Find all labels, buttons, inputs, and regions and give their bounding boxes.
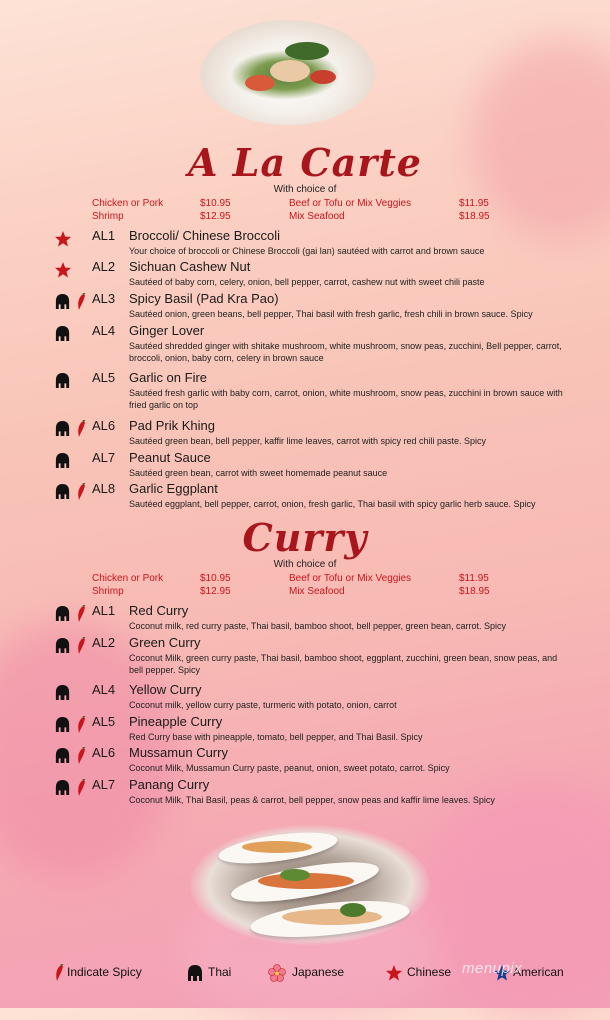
price-label: Shrimp [92,211,124,222]
item-name: Broccoli/ Chinese Broccoli [129,228,281,243]
price-label: Beef or Tofu or Mix Veggies [289,573,412,584]
item-description: Sautéed onion, green beans, bell pepper, Thai basil with fresh garlic, fresh chili in brown sauce. Spicy [129,309,533,319]
price-value: $10.95 [200,198,231,209]
food-photo-top [200,20,375,125]
thai-icon [54,483,71,500]
item-description: Your choice of broccoli or Chinese Broccoli (gai lan) sautéed with carrot and brown sauce [129,246,485,256]
legend-label: American [513,965,564,979]
item-code: AL5 [92,714,116,729]
food-photo-bottom [190,825,430,945]
chili-icon [54,964,64,982]
section-title-curry: Curry [242,515,368,560]
thai-icon [54,747,71,764]
item-name: Pineapple Curry [129,714,223,729]
item-description: Red Curry base with pineapple, tomato, bell pepper, and Thai Basil. Spicy [129,732,423,742]
item-description: Coconut Milk, green curry paste, Thai basil, bamboo shoot, eggplant, zucchini, green bean, snow peas, and bell pepper. Spicy [129,653,558,675]
chili-icon [76,716,86,734]
item-code: AL6 [92,745,116,760]
item-description: Coconut Milk, Thai Basil, peas & carrot, bell pepper, snow peas and kaffir lime leaves. Spicy [129,795,495,805]
thai-icon [54,372,71,389]
price-value: $18.95 [459,211,490,222]
item-icons [54,483,90,501]
item-description: Sautéed of baby corn, celery, onion, bell pepper, carrot, cashew nut with sweet chili paste [129,277,485,287]
thai-icon [54,779,71,796]
item-name: Sichuan Cashew Nut [129,259,251,274]
item-description: Sautéed eggplant, bell pepper, carrot, onion, fresh garlic, Thai basil with spicy garlic herb sauce. Spicy [129,499,536,509]
legend-spicy [54,964,164,982]
item-code: AL3 [92,291,116,306]
chili-icon [76,420,86,438]
japanese-flower-icon [268,964,286,982]
legend-label: Japanese [292,965,345,979]
thai-icon [54,452,71,469]
legend-thai [186,964,246,982]
item-name: Red Curry [129,603,189,618]
price-value: $10.95 [200,573,231,584]
chili-icon [76,605,86,623]
choice-subtitle: With choice of [273,184,337,195]
thai-icon [54,325,71,342]
thai-icon [54,293,71,310]
chili-icon [76,293,86,311]
chili-icon [76,747,86,765]
item-icons [54,230,90,248]
price-label: Mix Seafood [289,586,345,597]
star-icon [54,261,72,279]
thai-icon [54,716,71,733]
item-icons [54,261,90,279]
item-icons [54,372,90,390]
item-code: AL7 [92,777,116,792]
price-label: Chicken or Pork [92,573,164,584]
thai-icon [54,637,71,654]
price-value: $12.95 [200,586,231,597]
item-code: AL2 [92,259,116,274]
item-name: Garlic Eggplant [129,481,218,496]
price-value: $11.95 [459,198,489,209]
item-code: AL7 [92,450,116,465]
item-name: Garlic on Fire [129,370,208,385]
price-label: Chicken or Pork [92,198,164,209]
item-name: Peanut Sauce [129,450,211,465]
item-description: Coconut milk, red curry paste, Thai basil, bamboo shoot, bell pepper, green bean, carrot. Spicy [129,621,507,631]
item-icons [54,684,90,702]
item-description: Sautéed fresh garlic with baby corn, carrot, onion, white mushroom, snow peas, zucchini in brown sauce with fried garlic on top [129,388,563,410]
item-icons [54,637,90,655]
legend-label: Thai [208,965,232,979]
item-code: AL5 [92,370,116,385]
item-description: Coconut milk, yellow curry paste, turmeric with potato, onion, carrot [129,700,397,710]
item-icons [54,420,90,438]
item-description: Sautéed green bean, bell pepper, kaffir lime leaves, carrot with spicy red chili paste. Spicy [129,436,487,446]
chili-icon [76,779,86,797]
chili-icon [76,483,86,501]
item-name: Panang Curry [129,777,210,792]
item-code: AL4 [92,682,116,697]
item-description: Sautéed green bean, carrot with sweet homemade peanut sauce [129,468,388,478]
item-name: Yellow Curry [129,682,202,697]
legend-label: Indicate Spicy [67,965,142,979]
item-code: AL1 [92,603,116,618]
legend-chinese [385,964,465,982]
price-value: $11.95 [459,573,489,584]
item-icons [54,293,90,311]
item-icons [54,747,90,765]
item-icons [54,325,90,343]
thai-icon [54,684,71,701]
item-name: Spicy Basil (Pad Kra Pao) [129,291,279,306]
price-label: Beef or Tofu or Mix Veggies [289,198,412,209]
item-code: AL6 [92,418,116,433]
legend-japanese [268,964,364,982]
chili-icon [76,637,86,655]
item-code: AL1 [92,228,116,243]
item-code: AL4 [92,323,116,338]
star-icon [385,964,403,982]
watermark: menupix [462,960,523,977]
price-value: $18.95 [459,586,490,597]
legend-label: Chinese [407,965,452,979]
item-description: Coconut Milk, Mussamun Curry paste, peanut, onion, sweet potato, carrot. Spicy [129,763,450,773]
price-label: Shrimp [92,586,124,597]
item-name: Pad Prik Khing [129,418,215,433]
item-name: Mussamun Curry [129,745,228,760]
item-name: Ginger Lover [129,323,205,338]
item-name: Green Curry [129,635,201,650]
price-value: $12.95 [200,211,231,222]
star-icon [54,230,72,248]
item-icons [54,605,90,623]
item-icons [54,716,90,734]
thai-icon [54,605,71,622]
item-description: Sautéed shredded ginger with shitake mushroom, white mushroom, snow peas, zucchini, Bell pepper, carrot, broccoli, onion, baby corn, celery in brown sauce [129,341,562,363]
price-label: Mix Seafood [289,211,345,222]
section-title-a-la-carte: A La Carte [188,140,422,185]
item-code: AL8 [92,481,116,496]
choice-subtitle: With choice of [273,559,337,570]
thai-icon [186,964,204,982]
item-code: AL2 [92,635,116,650]
item-icons [54,779,90,797]
thai-icon [54,420,71,437]
item-icons [54,452,90,470]
